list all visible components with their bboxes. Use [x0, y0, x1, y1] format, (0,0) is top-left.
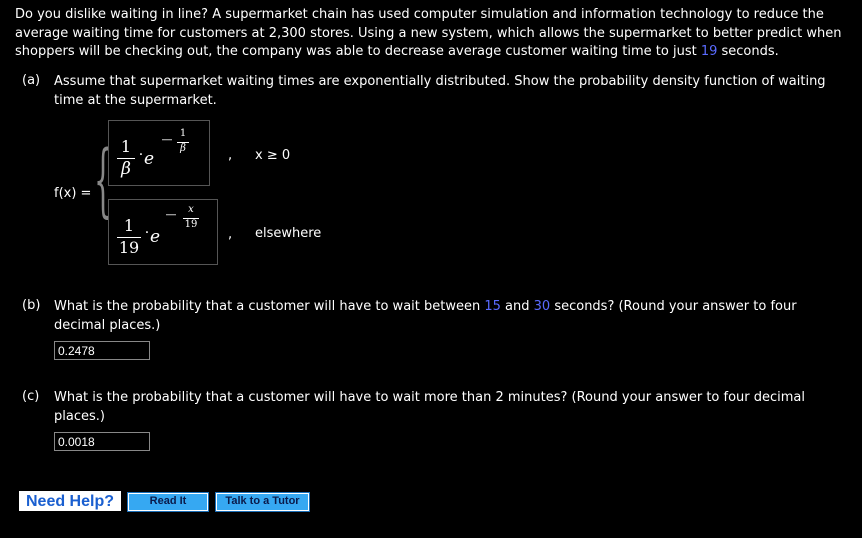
lower-bound-value: 15 [484, 299, 501, 314]
row1-comma: , [228, 148, 233, 163]
part-b-text: What is the probability that a customer will have to wait between [54, 299, 485, 314]
multiply-dot: · [144, 225, 150, 241]
part-c-question: What is the probability that a customer will have to wait more than 2 minutes? (Round your answer to four decimal places.) [54, 390, 806, 424]
part-a-label: (a) [22, 73, 41, 88]
part-a-question: Assume that supermarket waiting times are exponentially distributed. Show the probability density function of waiting time at the supermarket. [54, 74, 826, 108]
fx-label: f(x) = [54, 186, 92, 201]
part-b-label: (b) [22, 298, 41, 313]
coef-denominator: 19 [118, 238, 140, 257]
coef-denominator: β [121, 159, 131, 179]
row2-comma: , [228, 227, 233, 242]
base-e: e [143, 149, 155, 169]
part-b-text: and [500, 299, 534, 314]
part-b-answer-input[interactable]: 0.2478 [54, 341, 150, 360]
part-b-question [54, 298, 844, 335]
pdf-row2-box[interactable] [108, 199, 218, 265]
exp-numerator: x [188, 204, 194, 215]
part-c-answer-input[interactable]: 0.0018 [54, 432, 150, 451]
piecewise-brace: { [94, 133, 112, 226]
avg-wait-value: 19 [700, 44, 718, 59]
base-e: e [149, 227, 161, 247]
row2-condition: elsewhere [255, 226, 322, 241]
read-it-button[interactable]: Read It [128, 493, 208, 511]
pdf-row1-box[interactable] [108, 120, 210, 186]
coef-numerator: 1 [123, 216, 135, 235]
multiply-dot: · [138, 147, 144, 163]
talk-to-tutor-button[interactable]: Talk to a Tutor [216, 493, 309, 511]
upper-bound-value: 30 [533, 299, 551, 314]
exp-denominator: 19 [184, 219, 198, 230]
part-c-label: (c) [22, 389, 40, 404]
exp-minus: — [165, 208, 177, 221]
coef-numerator: 1 [120, 137, 132, 156]
exp-numerator: 1 [179, 128, 187, 139]
problem-intro [15, 6, 850, 62]
intro-text: Do you dislike waiting in line? A supermarket chain has used computer simulation and information technology to reduce the average waiting time for customers at 2,300 stores. Using a new system, which allows the supermarket to better predict when shoppers will be checking out, the company was able to decrease average customer waiting time to just [15, 7, 842, 59]
row1-condition: x ≥ 0 [255, 148, 291, 163]
exp-denominator: β [180, 143, 186, 154]
part-b-text: seconds? (Round your answer to four decimal places.) [54, 299, 797, 333]
intro-text-end: seconds. [717, 44, 779, 59]
need-help-label: Need Help? [19, 491, 121, 511]
exp-minus: — [161, 133, 173, 146]
